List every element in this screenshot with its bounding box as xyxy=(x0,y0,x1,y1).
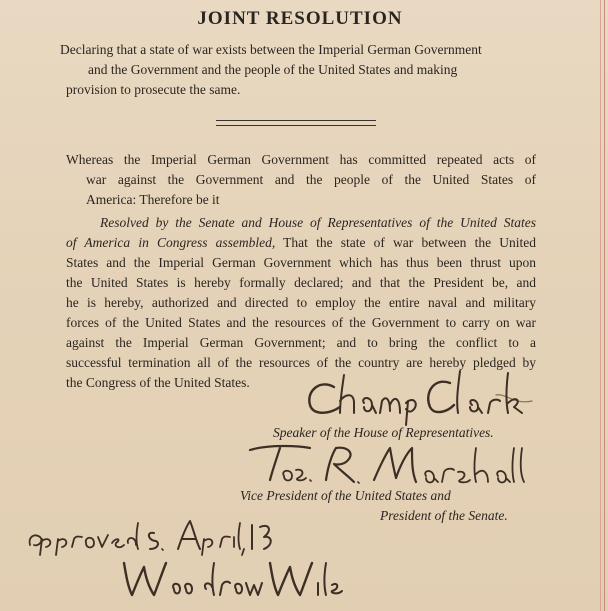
senate-president-caption: President of the Senate. xyxy=(380,508,508,523)
preamble xyxy=(60,40,530,100)
president-signature xyxy=(118,555,348,605)
resolved-line xyxy=(66,233,536,253)
resolved-line: the Congress of the United States. xyxy=(66,375,250,390)
margin-rule xyxy=(604,0,605,611)
resolved-intro: Resolved by the Senate and House of Representatives of the United States xyxy=(100,215,536,230)
whereas-clause xyxy=(66,150,536,210)
resolved-line: successful termination all of the resources of the country are hereby pledged by xyxy=(66,355,536,370)
resolved-line: against the Imperial German Government; and to bring the conflict to a xyxy=(66,335,536,350)
speaker-caption: Speaker of the House of Representatives. xyxy=(273,425,494,440)
resolved-line-text: That the state of war between the United xyxy=(275,235,536,250)
resolved-intro-continued: of America in Congress assembled, xyxy=(66,235,276,250)
approval-note xyxy=(20,515,280,555)
section-divider xyxy=(216,120,376,126)
resolved-line: States and the Imperial German Government which has thus been thrust upon xyxy=(66,255,536,270)
resolved-line: forces of the United States and the resources of the Government to carry on war xyxy=(66,315,536,330)
resolved-line: the United States is hereby formally declared; and that the President be, and xyxy=(66,275,536,290)
speaker-signature xyxy=(300,365,540,425)
whereas-line: America: Therefore be it xyxy=(86,192,220,207)
preamble-line: provision to prosecute the same. xyxy=(66,82,241,97)
margin-rule xyxy=(600,0,601,611)
resolved-line: he is hereby, authorized and directed to employ the entire naval and military xyxy=(66,295,536,310)
vice-president-signature xyxy=(240,440,530,488)
whereas-line: war against the Government and the people of the United States of xyxy=(86,172,536,187)
preamble-line: Declaring that a state of war exists between the Imperial German Government xyxy=(60,42,482,57)
whereas-line: Whereas the Imperial German Government has committed repeated acts of xyxy=(66,152,536,167)
document-title: JOINT RESOLUTION xyxy=(197,8,403,29)
preamble-line: and the Government and the people of the United States and making xyxy=(88,62,458,77)
vice-president-caption: Vice President of the United States and xyxy=(240,488,451,503)
